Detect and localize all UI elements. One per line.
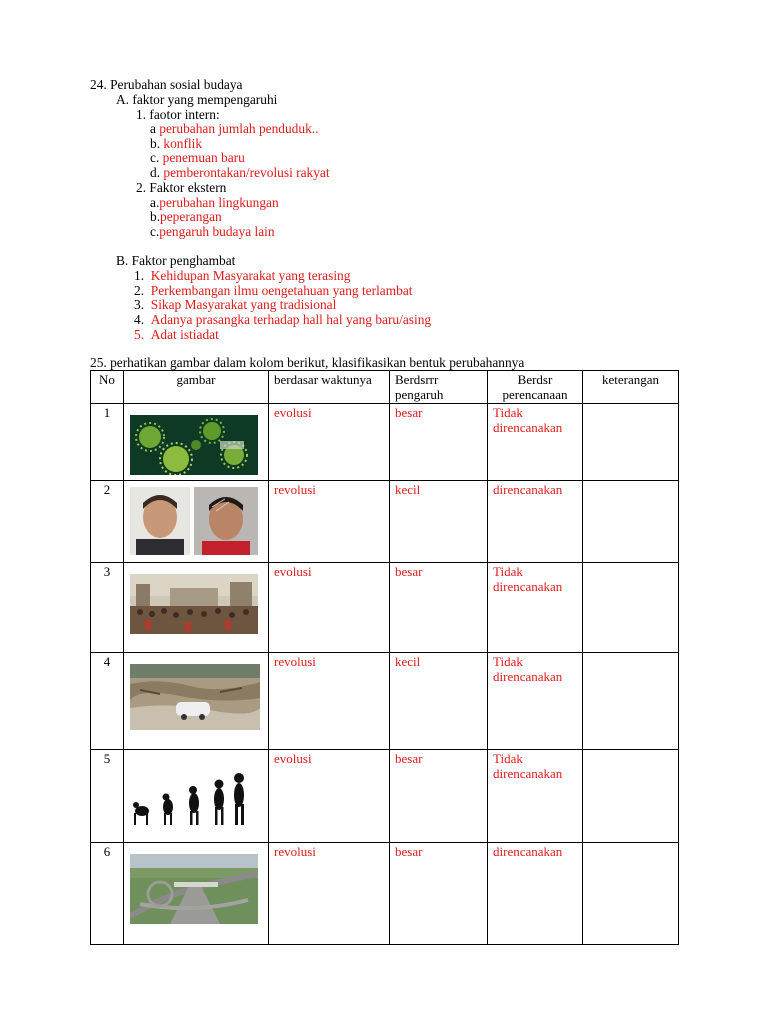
picture-cell: [124, 750, 269, 843]
pengaruh-cell: kecil: [390, 653, 488, 750]
keterangan-cell: [583, 404, 679, 481]
q25-instruction: 25. perhatikan gambar dalam kolom berikut, klasifikasikan bentuk perubahannya: [90, 355, 525, 370]
header-pengaruh: Berdsrrr pengaruh: [390, 371, 488, 404]
keterangan-cell: [583, 481, 679, 563]
picture-cell: [124, 653, 269, 750]
ekstern-item: a.perubahan lingkungan: [150, 195, 279, 210]
penghambat-item: 1. Kehidupan Masyarakat yang terasing: [134, 268, 351, 283]
intern-item: d. pemberontakan/revolusi rakyat: [150, 165, 330, 180]
rencana-cell: Tidak direncanakan: [488, 750, 583, 843]
header-gambar: gambar: [124, 371, 269, 404]
q24-title: 24. Perubahan sosial budaya: [90, 77, 243, 92]
waktu-cell: evolusi: [269, 404, 390, 481]
classification-table: [90, 370, 679, 945]
picture-cell: [124, 404, 269, 481]
table-row: [91, 653, 679, 750]
header-rencana: Berdsr perencanaan: [488, 371, 583, 404]
table-header-row: [91, 371, 679, 404]
table-row: [91, 481, 679, 563]
pengaruh-cell: besar: [390, 563, 488, 653]
penghambat-item: 3. Sikap Masyarakat yang tradisional: [134, 297, 337, 312]
rencana-cell: direncanakan: [488, 481, 583, 563]
keterangan-cell: [583, 653, 679, 750]
picture-cell: [124, 563, 269, 653]
picture-cell: [124, 481, 269, 563]
rencana-cell: Tidak direncanakan: [488, 563, 583, 653]
header-no: No: [91, 371, 124, 404]
keterangan-cell: [583, 843, 679, 945]
highway-interchange-image: [130, 854, 258, 924]
intern-item: b. konflik: [150, 136, 203, 151]
q24-b-heading: B. Faktor penghambat: [116, 253, 236, 268]
row-number: 6: [91, 843, 124, 945]
intern-item: a perubahan jumlah penduduk..: [150, 121, 319, 136]
pengaruh-cell: besar: [390, 404, 488, 481]
flood-disaster-image: [130, 664, 260, 730]
q24-a-heading: A. faktor yang mempengaruhi: [116, 92, 278, 107]
table-row: [91, 843, 679, 945]
table-row: [91, 404, 679, 481]
header-waktu: berdasar waktunya: [269, 371, 390, 404]
pengaruh-cell: besar: [390, 843, 488, 945]
waktu-cell: revolusi: [269, 843, 390, 945]
haircut-portraits-image: [130, 487, 258, 555]
header-keterangan: keterangan: [583, 371, 679, 404]
row-number: 5: [91, 750, 124, 843]
waktu-cell: revolusi: [269, 481, 390, 563]
row-number: 1: [91, 404, 124, 481]
human-evolution-image: [130, 767, 250, 827]
row-number: 3: [91, 563, 124, 653]
crowd-revolution-image: [130, 574, 258, 634]
rencana-cell: direncanakan: [488, 843, 583, 945]
penghambat-item: 2. Perkembangan ilmu oengetahuan yang terlambat: [134, 283, 413, 298]
table-row: [91, 563, 679, 653]
rencana-cell: Tidak direncanakan: [488, 404, 583, 481]
waktu-cell: evolusi: [269, 563, 390, 653]
keterangan-cell: [583, 750, 679, 843]
waktu-cell: revolusi: [269, 653, 390, 750]
rencana-cell: Tidak direncanakan: [488, 653, 583, 750]
pengaruh-cell: besar: [390, 750, 488, 843]
virus-image: [130, 415, 258, 475]
penghambat-item: 4. Adanya prasangka terhadap hall hal yang baru/asing: [134, 312, 432, 327]
intern-item: c. penemuan baru: [150, 150, 245, 165]
row-number: 4: [91, 653, 124, 750]
waktu-cell: evolusi: [269, 750, 390, 843]
keterangan-cell: [583, 563, 679, 653]
row-number: 2: [91, 481, 124, 563]
ekstern-heading: 2. Faktor ekstern: [136, 180, 227, 195]
ekstern-item: c.pengaruh budaya lain: [150, 224, 275, 239]
intern-heading: 1. faotor intern:: [136, 107, 220, 122]
picture-cell: [124, 843, 269, 945]
penghambat-item: 5. Adat istiadat: [134, 327, 219, 342]
table-row: [91, 750, 679, 843]
pengaruh-cell: kecil: [390, 481, 488, 563]
ekstern-item: b.peperangan: [150, 209, 222, 224]
